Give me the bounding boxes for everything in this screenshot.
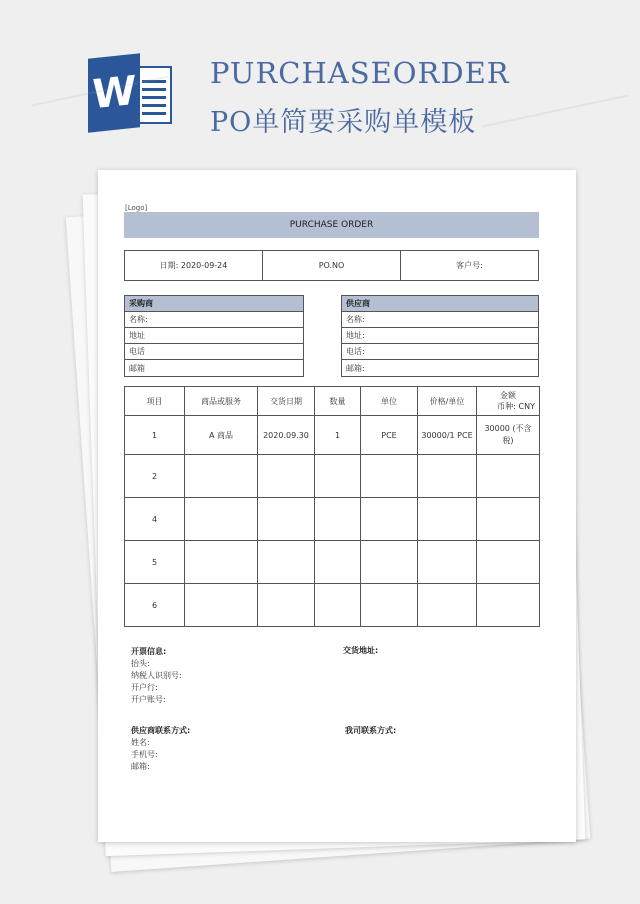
order-date: 日期: 2020-09-24 (159, 261, 228, 270)
delivery-heading: 交货地址: (343, 646, 379, 655)
table-cell (361, 455, 418, 498)
table-cell (315, 455, 361, 498)
word-letter: W (88, 53, 140, 132)
table-cell: A 商品 (185, 416, 258, 455)
table-cell: 5 (125, 541, 185, 584)
supplier-contact-email: 邮箱: (131, 762, 150, 771)
delivery-address (343, 645, 378, 657)
our-contact-heading: 我司联系方式: (345, 726, 397, 735)
table-cell: 30000 (不含税) (477, 416, 540, 455)
table-cell: 2020.09.30 (258, 416, 315, 455)
table-cell (418, 541, 477, 584)
amount-label: 金额 (500, 391, 516, 400)
buyer-box (124, 295, 304, 377)
table-cell (477, 455, 540, 498)
supplier-contact-phone: 手机号: (131, 750, 158, 759)
table-cell (258, 498, 315, 541)
supplier-heading: 供应商 (342, 296, 538, 312)
col-header-quantity: 数量 (315, 387, 361, 416)
document-title: PURCHASE ORDER (124, 212, 539, 238)
col-header-delivery-date: 交货日期 (258, 387, 315, 416)
table-row (125, 498, 540, 541)
table-cell (315, 498, 361, 541)
invoice-account: 开户账号: (131, 695, 166, 704)
table-cell: 4 (125, 498, 185, 541)
invoice-title: 抬头: (131, 659, 150, 668)
table-row (125, 541, 540, 584)
supplier-address: 地址: (342, 328, 538, 344)
table-cell (418, 584, 477, 627)
table-cell: 30000/1 PCE (418, 416, 477, 455)
table-cell (418, 498, 477, 541)
col-header-item: 项目 (125, 387, 185, 416)
supplier-name: 名称: (342, 312, 538, 328)
table-cell (418, 455, 477, 498)
supplier-box (341, 295, 539, 377)
invoice-bank: 开户行: (131, 683, 158, 692)
table-row (125, 416, 540, 455)
table-cell (185, 541, 258, 584)
invoice-info (131, 646, 182, 706)
supplier-email: 邮箱: (346, 363, 365, 373)
buyer-email: 邮箱 (129, 363, 145, 373)
table-cell (315, 541, 361, 584)
invoice-tax-id: 纳税人识别号: (131, 671, 182, 680)
col-header-product: 商品或服务 (185, 387, 258, 416)
buyer-address: 地址 (125, 328, 303, 344)
col-header-amount (477, 387, 540, 416)
table-cell (361, 584, 418, 627)
table-cell (185, 498, 258, 541)
table-cell: 1 (125, 416, 185, 455)
po-number: PO.NO (262, 251, 400, 280)
table-cell: PCE (361, 416, 418, 455)
supplier-contact-name: 姓名: (131, 738, 150, 747)
table-cell (477, 498, 540, 541)
word-icon (88, 56, 172, 130)
table-cell: 2 (125, 455, 185, 498)
col-header-unit: 单位 (361, 387, 418, 416)
table-cell (185, 584, 258, 627)
table-cell: 6 (125, 584, 185, 627)
table-header-row (125, 387, 540, 416)
buyer-name: 名称: (125, 312, 303, 328)
supplier-contact-heading: 供应商联系方式: (131, 726, 191, 735)
invoice-heading: 开票信息: (131, 647, 167, 656)
col-header-unit-price: 价格/单位 (418, 387, 477, 416)
table-cell (315, 584, 361, 627)
table-cell (185, 455, 258, 498)
items-table (124, 386, 540, 627)
table-cell (258, 541, 315, 584)
table-cell (477, 584, 540, 627)
banner-title-cn: PO单简要采购单模板 (210, 107, 477, 138)
table-cell (361, 498, 418, 541)
logo-placeholder: [Logo] (125, 204, 148, 212)
table-row (125, 455, 540, 498)
table-cell (258, 584, 315, 627)
currency-label: 币种: CNY (497, 402, 535, 411)
watermark-mark (481, 94, 628, 127)
supplier-phone: 电话: (342, 344, 538, 360)
table-row (125, 584, 540, 627)
our-contact (345, 725, 396, 737)
buyer-heading: 采购商 (125, 296, 303, 312)
supplier-contact (131, 725, 190, 773)
table-cell (361, 541, 418, 584)
document-page (98, 170, 576, 842)
table-cell (258, 455, 315, 498)
table-cell: 1 (315, 416, 361, 455)
customer-number: 客户号: (400, 251, 538, 280)
buyer-phone: 电话 (125, 344, 303, 360)
table-cell (477, 541, 540, 584)
banner-title-en: PURCHASEORDER (210, 56, 510, 90)
order-info-row (124, 250, 539, 281)
